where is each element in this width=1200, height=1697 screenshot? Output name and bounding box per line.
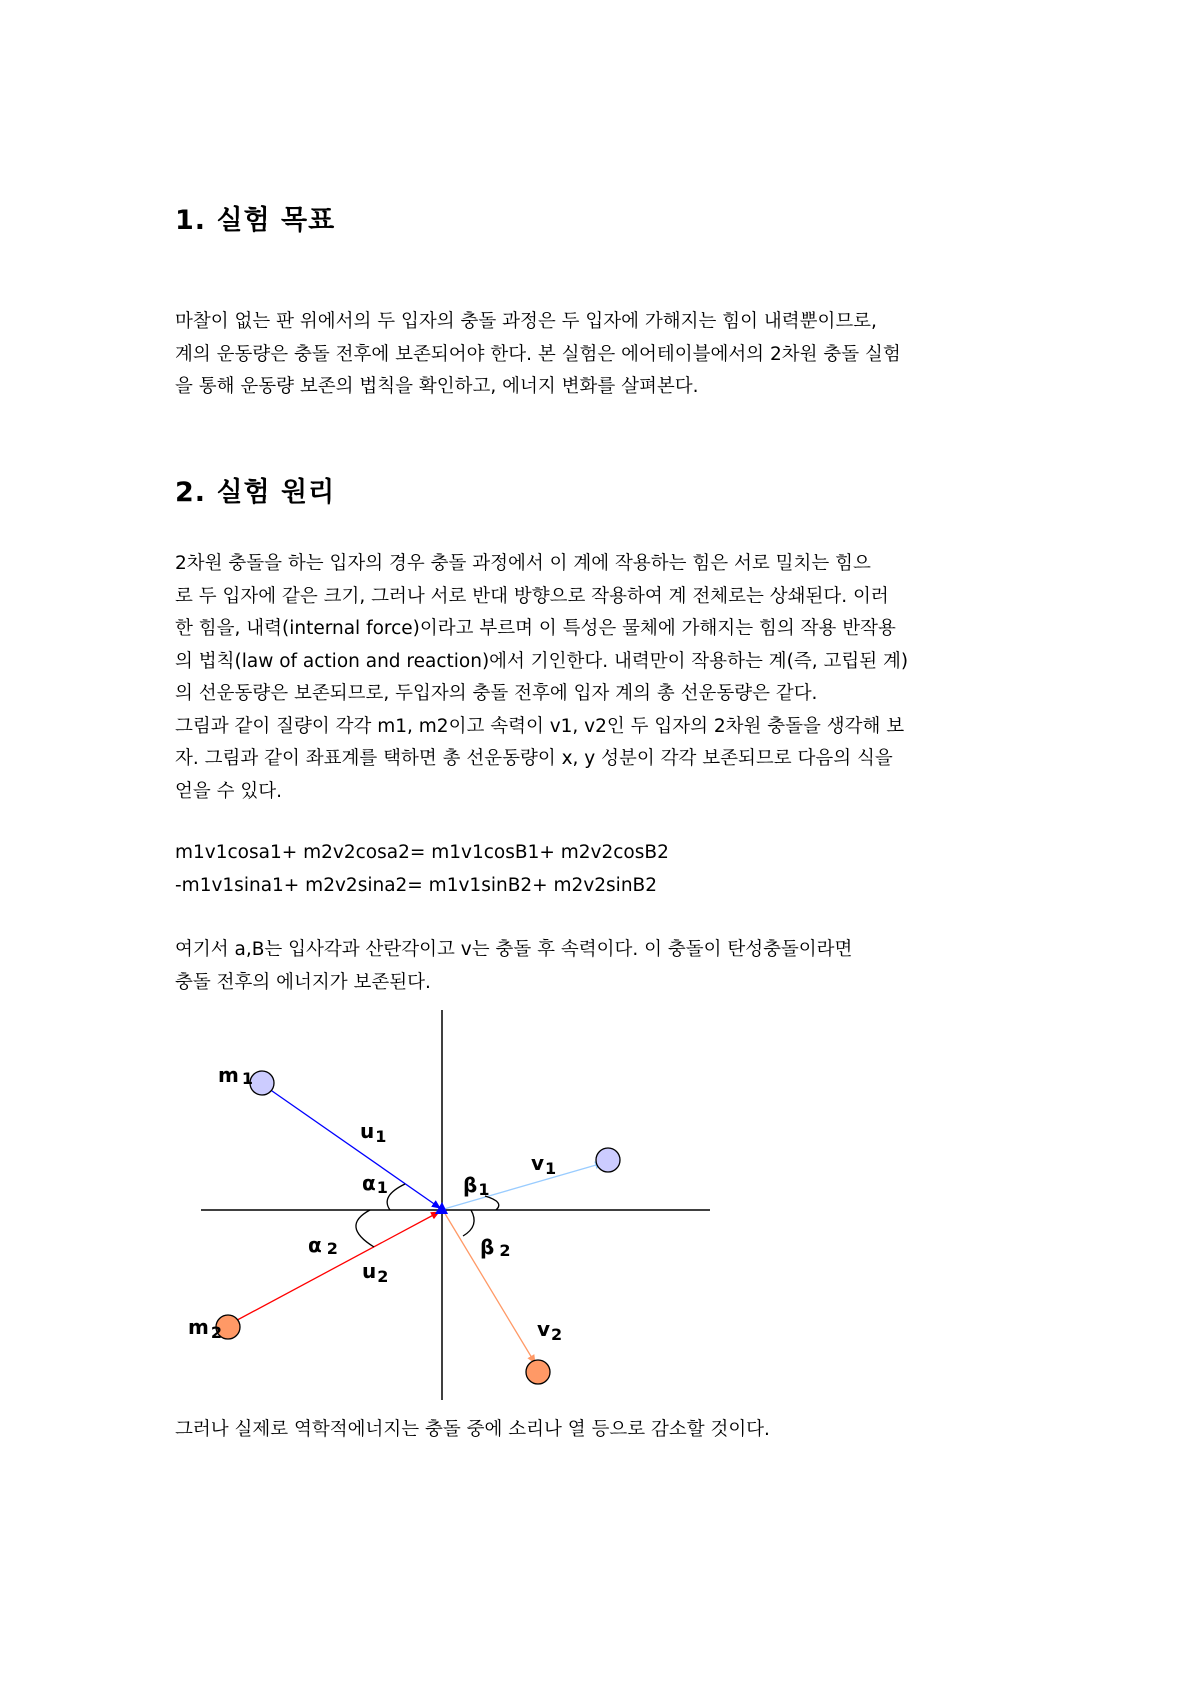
paragraph-line: 의 선운동량은 보존되므로, 두입자의 충돌 전후에 입자 계의 총 선운동량은 같다. (175, 683, 818, 704)
paragraph-line: 2차원 충돌을 하는 입자의 경우 충돌 과정에서 이 계에 작용하는 힘은 서로 밀치는 힘으 (175, 553, 871, 574)
u1-vector (262, 1084, 440, 1208)
paragraph-line: 계의 운동량은 충돌 전후에 보존되어야 한다. 본 실험은 에어테이블에서의 2차원 충돌 실험 (175, 343, 901, 365)
paragraph-line: 충돌 전후의 에너지가 보존된다. (175, 971, 431, 993)
alpha2-arc (356, 1210, 374, 1247)
ball-m1-before (250, 1071, 274, 1095)
alpha1-label: α1 (362, 1171, 388, 1197)
paragraph-line: 마찰이 없는 판 위에서의 두 입자의 충돌 과정은 두 입자에 가해지는 힘이 내력뿐이므로, (175, 311, 877, 332)
paragraph-line: 그림과 같이 질량이 각각 m1, m2이고 속력이 v1, v2인 두 입자의 2차원 충돌을 생각해 보 (175, 715, 905, 737)
section2-paragraph (175, 548, 1035, 808)
paragraph-line: 로 두 입자에 같은 크기, 그러나 서로 반대 방향으로 작용하여 계 전체로는 상쇄된다. 이러 (175, 585, 889, 607)
ball-m2-after (526, 1360, 550, 1384)
m2-label: m $_2$ (188, 1315, 222, 1342)
collision-diagram (180, 1000, 740, 1410)
u1-label: $u_1$ (360, 1119, 387, 1146)
m1-label: m 1 (218, 1063, 253, 1088)
section2-heading: 2. 실험 원리 (175, 477, 336, 508)
section1-heading: 1. 실험 목표 (175, 205, 336, 236)
paragraph-line: 여기서 a,B는 입사각과 산란각이고 v는 충돌 후 속력이다. 이 충돌이 탄성충돌이라면 (175, 939, 853, 960)
alpha2-label: α 2 (308, 1233, 338, 1258)
beta2-arc (463, 1210, 474, 1236)
paragraph-line: 얻을 수 있다. (175, 780, 282, 802)
momentum-x-formula: m1v1cosa1+ m2v2cosa2= m1v1cosB1+ m2v2cosB2 (175, 842, 669, 863)
paragraph-line: 한 힘을, 내력(internal force)이라고 부르며 이 특성은 물체에 가해지는 힘의 작용 반작용 (175, 618, 896, 639)
paragraph-line: 을 통해 운동량 보존의 법칙을 확인하고, 에너지 변화를 살펴본다. (175, 376, 699, 397)
paragraph-line: 그러나 실제로 역학적에너지는 충돌 중에 소리나 열 등으로 감소할 것이다. (175, 1419, 770, 1440)
v2-label: $v_2$ (537, 1317, 563, 1344)
u2-vector (228, 1212, 439, 1325)
u2-label: $u_2$ (362, 1259, 389, 1286)
section1-paragraph (175, 306, 1035, 404)
beta1-label: β1 (463, 1173, 490, 1199)
section2-explanation (175, 934, 1035, 999)
paragraph-line: 의 법칙(law of action and reaction)에서 기인한다. 내력만이 작용하는 계(즉, 고립된 계) (175, 650, 909, 672)
ball-m1-after (596, 1148, 620, 1172)
momentum-y-formula: -m1v1sina1+ m2v2sina2= m1v1sinB2+ m2v2sinB2 (175, 875, 658, 896)
beta2-label: β 2 (480, 1235, 511, 1260)
alpha1-arc (387, 1184, 405, 1210)
collision-diagram-svg (180, 1000, 740, 1410)
v1-label: $v_1$ (531, 1151, 557, 1178)
closing-paragraph (175, 1414, 1035, 1447)
paragraph-line: 자. 그림과 같이 좌표계를 택하면 총 선운동량이 x, y 성분이 각각 보존되므로 다음의 식을 (175, 748, 893, 769)
